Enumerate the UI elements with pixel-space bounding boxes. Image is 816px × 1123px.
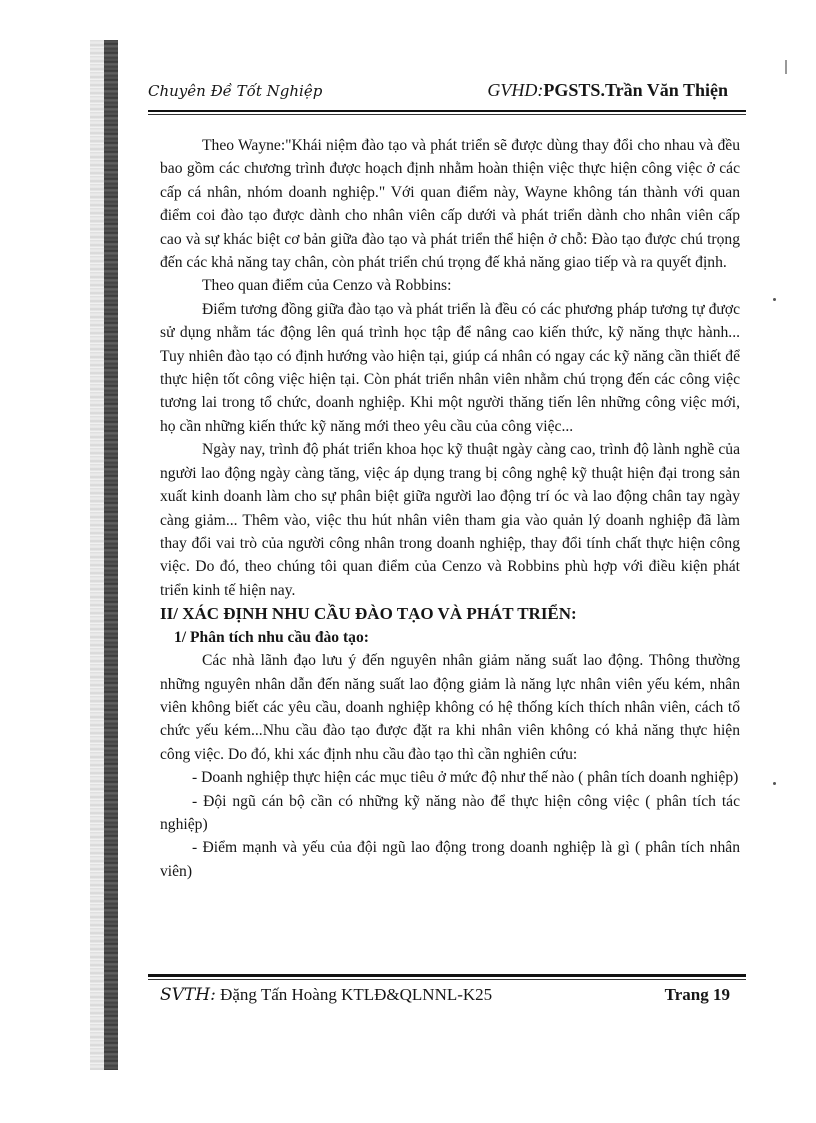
footer-student-prefix: SVTH: — [160, 985, 216, 1005]
footer-student — [160, 985, 492, 1005]
header-rule — [148, 110, 746, 112]
paragraph-cenzo-intro: Theo quan điểm của Cenzo và Robbins: — [202, 277, 452, 295]
header-rule-thin — [148, 114, 746, 115]
paragraph-similarity: Điểm tương đồng giữa đào tạo và phát triển là đều có các phương pháp tương tự được sử dụng nhằm tác động lên quá trình học tập để nâng cao kiến thức, kỹ năng thực hành... Tuy nhiên đào tạo có định hướng vào hiện tại, giúp cá nhân có ngay các kỹ năng cần thiết để thực hiện tốt công việc hiện tại. Còn phát triển nhân viên nhằm chú trọng đến các công việc tương lai trong tổ chức, doanh nghiệp. Khi một người thăng tiến lên những công việc mới, họ cần những kiến thức kỹ năng mới theo yêu cầu của công việc... — [160, 300, 740, 435]
page-number: Trang 19 — [664, 985, 730, 1004]
scan-speck — [773, 298, 776, 301]
scan-binding-edge — [104, 40, 118, 1070]
footer-rule-thin — [148, 979, 746, 980]
page-header — [148, 78, 728, 106]
footer-student-name: Đặng Tấn Hoàng KTLĐ&QLNNL-K25 — [215, 985, 493, 1004]
header-advisor-name: PGSTS.Trần Văn Thiện — [543, 80, 728, 100]
scan-shadow — [90, 40, 104, 1070]
paragraph-wayne: Theo Wayne:"Khái niệm đào tạo và phát triển sẽ được dùng thay đổi cho nhau và đều bao gồm các chương trình được hoạch định nhằm hoàn thiện việc thực hiện công việc ở các cấp cá nhân, nhóm doanh nghiệp." Với quan điểm này, Wayne không tán thành với quan điểm coi đào tạo được dành cho nhân viên cấp dưới và phát triển dành cho nhân viên cấp cao và sự khác biệt cơ bản giữa đào tạo và phát triển thể hiện ở chỗ: Đào tạo được chú trọng đến các khả năng tay chân, còn phát triển chú trọng đế khả năng giao tiếp và ra quyết định. — [160, 137, 740, 272]
page-body — [160, 134, 740, 883]
scan-speck — [773, 782, 776, 785]
subsection-heading: 1/ Phân tích nhu cầu đào tạo: — [174, 629, 369, 647]
scan-speck — [785, 60, 787, 74]
footer-rule — [148, 974, 746, 977]
page-footer — [160, 985, 730, 1011]
header-advisor-prefix: GVHD: — [487, 80, 544, 100]
paragraph-needs: Các nhà lãnh đạo lưu ý đến nguyên nhân giảm năng suất lao động. Thông thường những nguyên nhân dẫn đến năng suất lao động giảm là năng lực nhân viên yếu kém, nhân viên không biết các yêu cầu, doanh nghiệp không có hệ thống kích thích nhân viên, cách tổ chức yếu kém...Nhu cầu đào tạo được đặt ra khi nhân viên không có khả năng thực hiện công việc. Do đó, khi xác định nhu cầu đào tạo thì cần nghiên cứu: — [160, 652, 740, 763]
paragraph-nowadays: Ngày nay, trình độ phát triển khoa học kỹ thuật ngày càng cao, trình độ lành nghề của người lao động ngày càng tăng, việc áp dụng trang bị công nghệ kỹ thuật hiện đại trong sản xuất kinh doanh làm cho sự phân biệt giữa người lao động trí óc và lao động chân tay ngày càng giảm... Thêm vào, việc thu hút nhân viên tham gia vào quản lý doanh nghiệp đã làm thay đổi vai trò của người công nhân trong doanh nghiệp, thay đổi tính chất thực hiện công việc. Do đó, theo chúng tôi quan điểm của Cenzo và Robbins phù hợp với điều kiện phát triển kinh tế hiện nay. — [160, 441, 740, 599]
header-advisor — [487, 80, 728, 101]
list-item-organization: - Doanh nghiệp thực hiện các mục tiêu ở mức độ như thế nào ( phân tích doanh nghiệp) — [192, 769, 739, 787]
list-item-person: - Điểm mạnh và yếu của đội ngũ lao động trong doanh nghiệp là gì ( phân tích nhân viên) — [160, 839, 740, 880]
header-thesis-title: Chuyên Đề Tốt Nghiệp — [148, 82, 323, 100]
section-heading: II/ XÁC ĐỊNH NHU CẦU ĐÀO TẠO VÀ PHÁT TRIỂN: — [160, 604, 577, 624]
list-item-task: - Đội ngũ cán bộ cần có những kỹ năng nào để thực hiện công việc ( phân tích tác nghiệp) — [160, 792, 740, 833]
